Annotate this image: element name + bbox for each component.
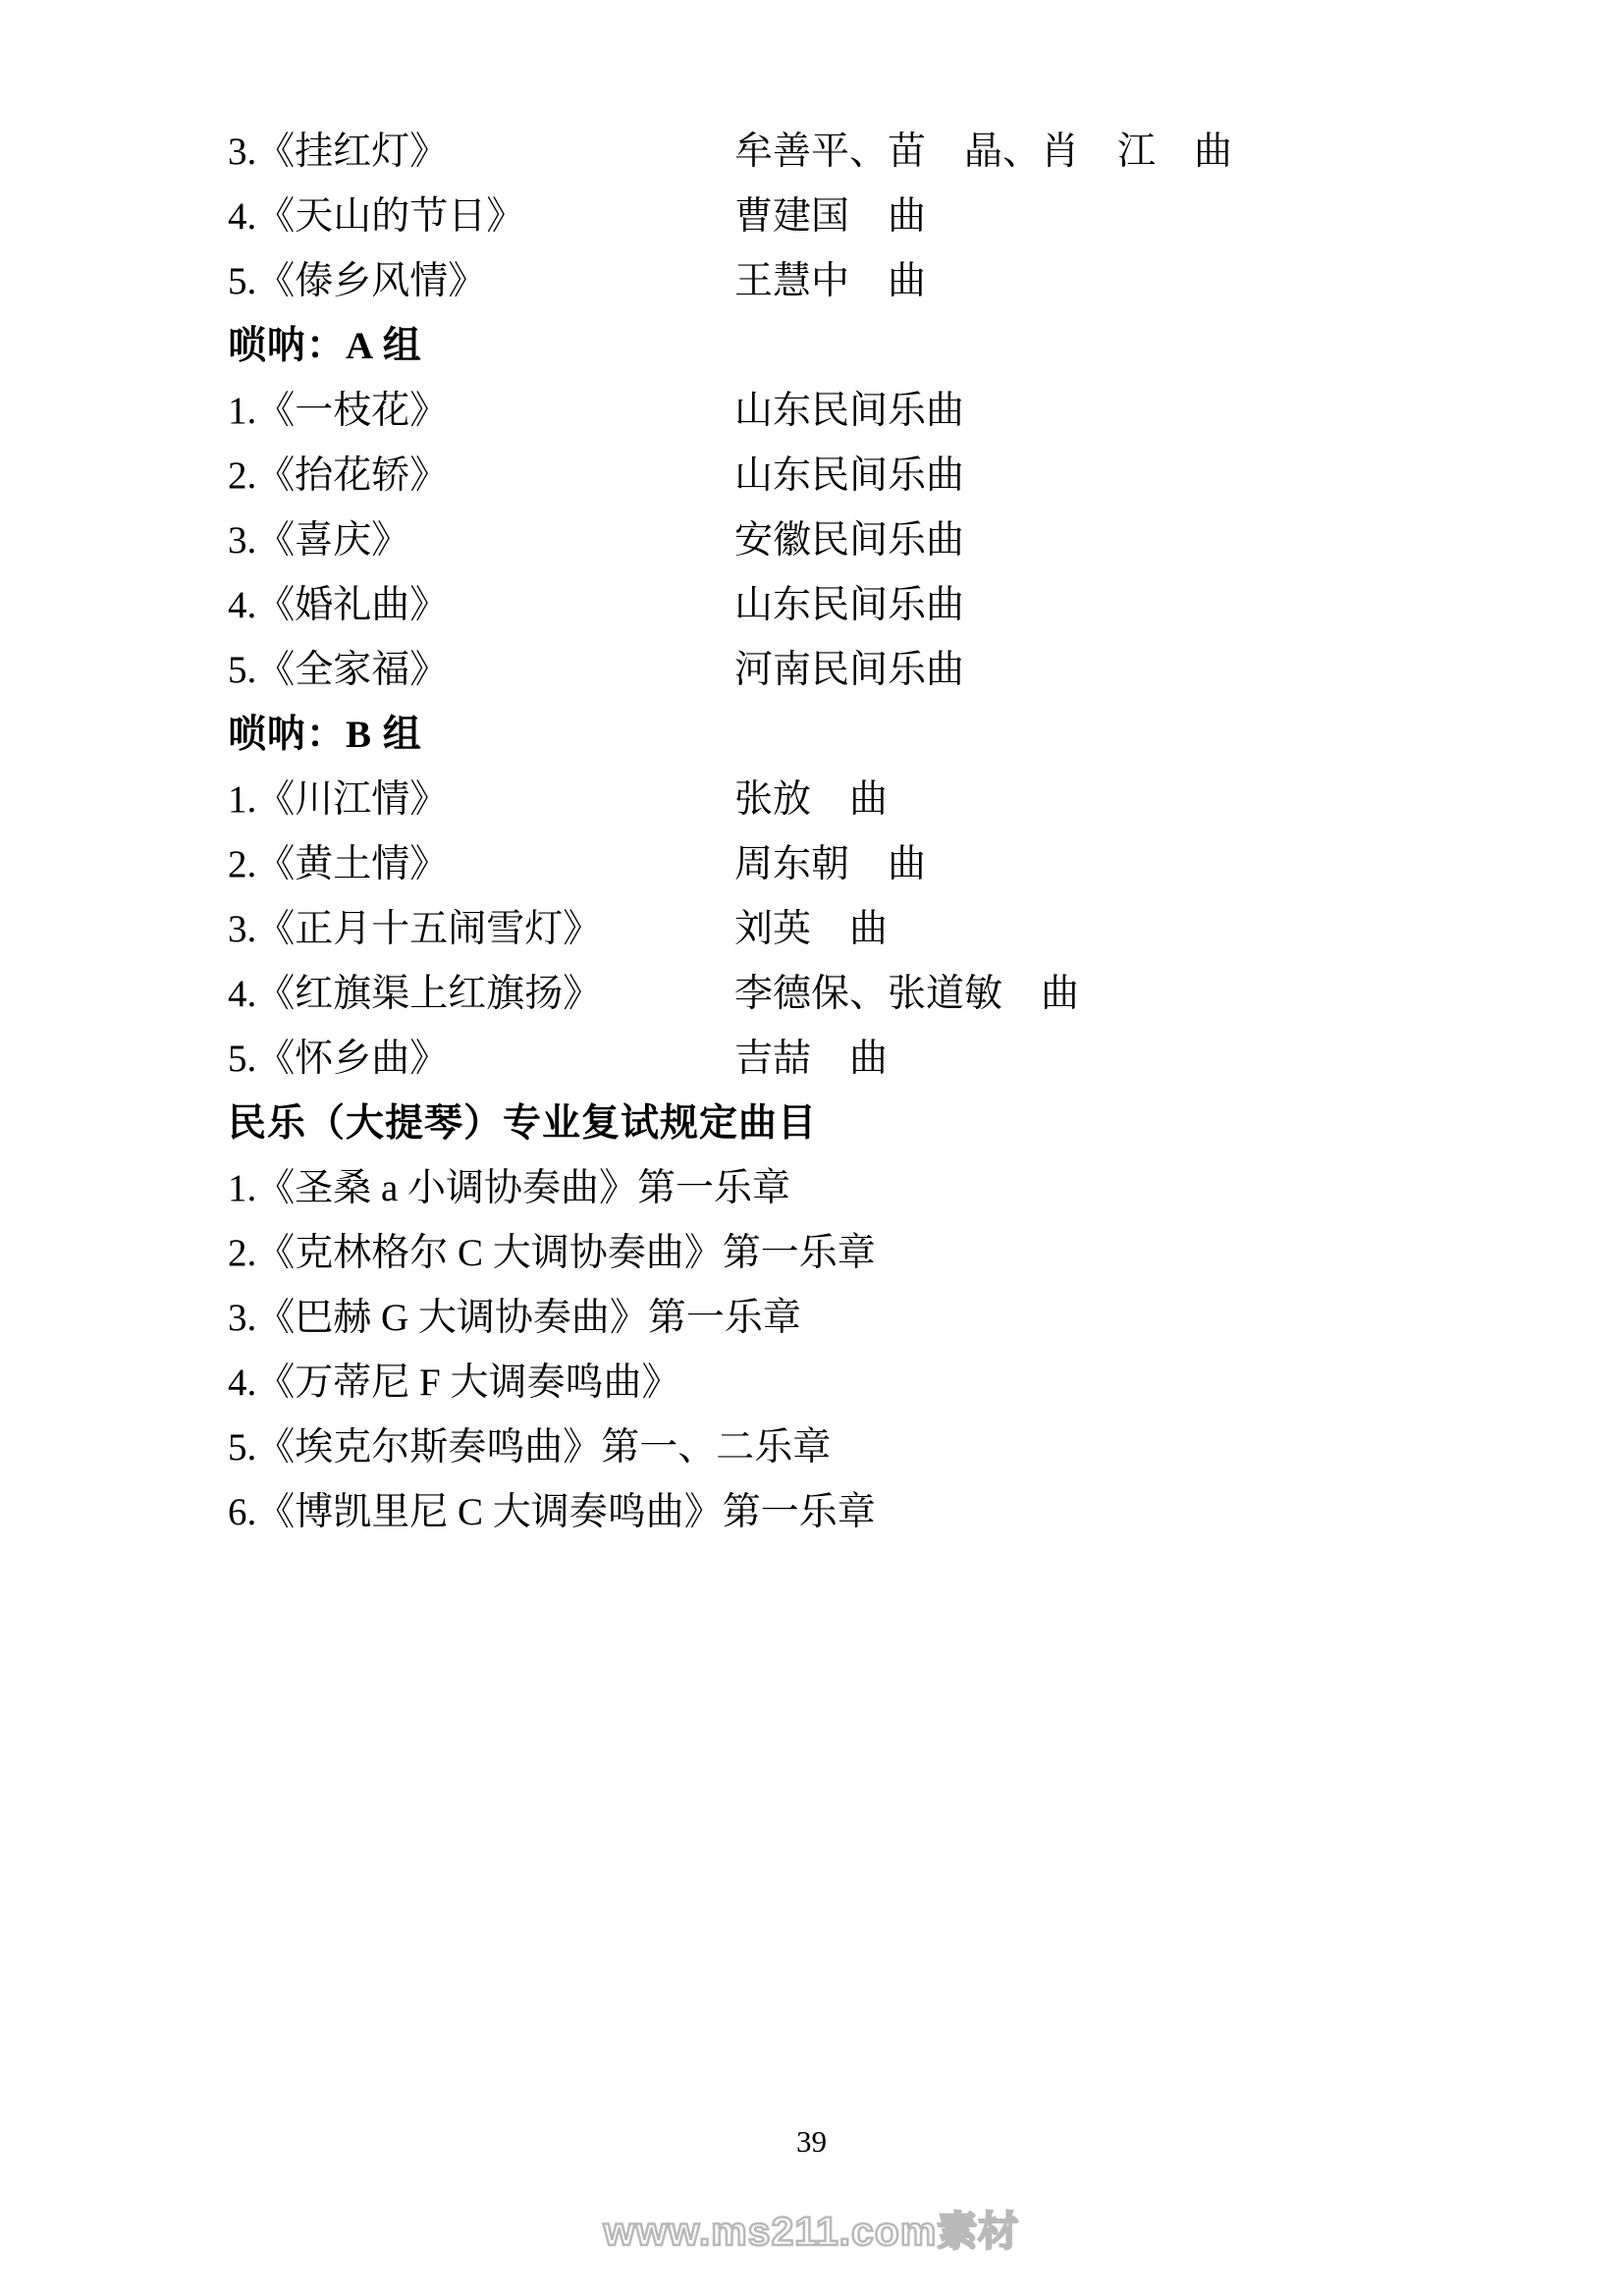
list-row: [228, 1286, 1504, 1351]
list-row: [228, 120, 1504, 185]
composer-credit: 山东民间乐曲: [734, 390, 965, 432]
list-row: [228, 1221, 1504, 1286]
composer-credit: 王慧中 曲: [734, 260, 927, 302]
piece-title: 唢呐：B 组: [228, 714, 422, 756]
piece-title: 3.《喜庆》: [228, 519, 410, 561]
piece-title: 3.《巴赫 G 大调协奏曲》第一乐章: [228, 1297, 801, 1339]
piece-title: 2.《抬花轿》: [228, 454, 449, 497]
piece-title: 4.《天山的节日》: [228, 195, 525, 238]
section-heading-row: [228, 314, 1504, 379]
list-row: [228, 962, 1504, 1027]
list-row: [228, 1351, 1504, 1415]
list-row: [228, 1415, 1504, 1480]
piece-title: 2.《克林格尔 C 大调协奏曲》第一乐章: [228, 1232, 876, 1274]
piece-title: 5.《埃克尔斯奏鸣曲》第一、二乐章: [228, 1426, 832, 1468]
page-number: 39: [796, 2124, 827, 2159]
section-heading-row: [228, 1092, 1504, 1156]
list-row: [228, 832, 1504, 897]
list-row: [228, 897, 1504, 962]
piece-title: 3.《挂红灯》: [228, 131, 449, 173]
composer-credit: 刘英 曲: [734, 908, 889, 950]
piece-title: 5.《傣乡风情》: [228, 260, 487, 302]
piece-title: 4.《万蒂尼 F 大调奏鸣曲》: [228, 1362, 680, 1404]
repertoire-list: [228, 120, 1504, 1545]
composer-credit: 牟善平、苗 晶、肖 江 曲: [734, 131, 1233, 173]
list-row: [228, 249, 1504, 314]
piece-title: 3.《正月十五闹雪灯》: [228, 908, 602, 950]
piece-title: 1.《川江情》: [228, 778, 449, 821]
composer-credit: 山东民间乐曲: [734, 454, 965, 497]
piece-title: 5.《全家福》: [228, 649, 449, 691]
composer-credit: 吉喆 曲: [734, 1038, 889, 1080]
watermark: www.ms211.com素材: [603, 2209, 1020, 2254]
composer-credit: 周东朝 曲: [734, 843, 927, 885]
piece-title: 5.《怀乡曲》: [228, 1038, 449, 1080]
list-row: [228, 1480, 1504, 1545]
piece-title: 4.《婚礼曲》: [228, 584, 449, 626]
composer-credit: 李德保、张道敏 曲: [734, 973, 1080, 1015]
list-row: [228, 508, 1504, 573]
piece-title: 6.《博凯里尼 C 大调奏鸣曲》第一乐章: [228, 1491, 876, 1533]
composer-credit: 安徽民间乐曲: [734, 519, 965, 561]
piece-title: 1.《一枝花》: [228, 390, 449, 432]
list-row: [228, 379, 1504, 444]
composer-credit: 曹建国 曲: [734, 195, 927, 238]
list-row: [228, 444, 1504, 508]
section-heading-row: [228, 703, 1504, 768]
composer-credit: 张放 曲: [734, 778, 889, 821]
list-row: [228, 638, 1504, 703]
piece-title: 1.《圣桑 a 小调协奏曲》第一乐章: [228, 1167, 791, 1209]
piece-title: 唢呐：A 组: [228, 325, 422, 367]
piece-title: 民乐（大提琴）专业复试规定曲目: [228, 1102, 818, 1145]
piece-title: 4.《红旗渠上红旗扬》: [228, 973, 602, 1015]
composer-credit: 山东民间乐曲: [734, 584, 965, 626]
piece-title: 2.《黄土情》: [228, 843, 449, 885]
list-row: [228, 573, 1504, 638]
list-row: [228, 1156, 1504, 1221]
list-row: [228, 768, 1504, 832]
list-row: [228, 185, 1504, 249]
list-row: [228, 1027, 1504, 1092]
composer-credit: 河南民间乐曲: [734, 649, 965, 691]
